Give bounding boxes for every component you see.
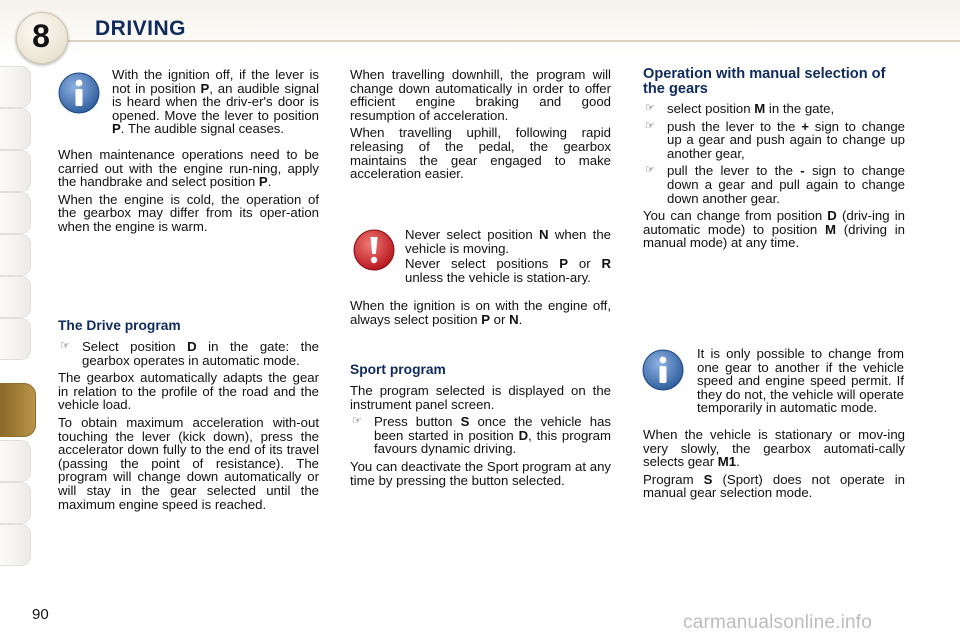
col3-info-block: It is only possible to change from one gear to another if the vehicle speed and engine speed permit. If they do not, the vehicle will operate temporarily in automatic mode.: [697, 346, 904, 416]
pointing-hand-icon: ☞: [60, 340, 70, 352]
col1-info-block: [112, 68, 319, 140]
bullet-item: ☞ Select position D in the gate: the gearbox operates in automatic mode.: [60, 339, 319, 368]
chapter-tab[interactable]: [0, 482, 31, 524]
chapter-tab[interactable]: [0, 440, 31, 482]
paragraph: You can change from position D (driv-ing in automatic mode) to position M (driving in manual mode) at any time.: [643, 208, 905, 251]
warning-paragraph: When the ignition is on with the engine off, always select position P or N.: [350, 298, 611, 327]
paragraph: You can deactivate the Sport program at any time by pressing the button selected.: [350, 458, 611, 488]
paragraph: When travelling downhill, the program will change down automatically in order to offer efficient engine braking and good resumption of acceleration.: [350, 67, 611, 123]
info-paragraph: Program S (Sport) does not operate in manual gear selection mode.: [643, 471, 905, 501]
info-icon: [640, 347, 686, 393]
info-paragraph: When maintenance operations need to be carried out with the engine run-ning, apply the handbrake and select position P.: [58, 147, 319, 190]
pointing-hand-icon: ☞: [645, 119, 655, 132]
watermark: carmanualsonline.info: [683, 612, 873, 633]
warning-paragraph: Never select position N when the vehicle is moving.: [405, 227, 611, 256]
chapter-tab[interactable]: [0, 108, 31, 150]
header-rule: [68, 40, 960, 42]
sport-program-body: [350, 384, 611, 491]
bullet-item: ☞ push the lever to the + sign to change up a gear and push again to change up another gear,: [645, 118, 905, 161]
warning-paragraph: Never select positions P or R unless the vehicle is station-ary.: [405, 256, 611, 285]
paragraph: To obtain maximum acceleration with-out touching the lever (kick down), press the accelerator down fully to the end of its travel (passing the point of resistance). The program will change down automatically or will stay in the gear selected until the maximum engine speed is reached.: [58, 414, 319, 512]
chapter-tab[interactable]: [0, 150, 31, 192]
chapter-tab[interactable]: [0, 318, 31, 360]
chapter-tab[interactable]: [0, 66, 31, 108]
bullet-item: ☞ Press button S once the vehicle has been started in position D, this program favours dynamic driving.: [352, 414, 612, 457]
col3-info-continued: [643, 428, 905, 504]
info-paragraph: With the ignition off, if the lever is not in position P, an audible signal is heard when the driv-er's door is opened. Move the lever to position P. The audible signal ceases.: [112, 67, 319, 137]
drive-program-heading: The Drive program: [58, 318, 181, 333]
warning-icon: [351, 227, 397, 273]
pointing-hand-icon: ☞: [645, 102, 655, 114]
info-paragraph: When the vehicle is stationary or mov-ing very slowly, the gearbox automati-cally selects gear M1.: [643, 427, 905, 470]
col2-intro: [350, 68, 611, 185]
warning-block: [405, 228, 611, 259]
sport-program-heading: Sport program: [350, 362, 446, 377]
manual-selection-body: [643, 102, 905, 254]
chapter-tab[interactable]: [0, 234, 31, 276]
drive-program-body: [58, 340, 319, 515]
manual-selection-heading: Operation with manual selection of the gears: [643, 66, 886, 97]
bullet-item: ☞ pull the lever to the - sign to change down a gear and pull again to change down another gear.: [645, 163, 905, 206]
paragraph: When travelling uphill, following rapid releasing of the pedal, the gearbox maintains the gear engaged to make acceleration easier.: [350, 125, 611, 182]
paragraph: The program selected is displayed on the instrument panel screen.: [350, 383, 611, 412]
page-number: 90: [32, 606, 49, 623]
col1-info-continued: [58, 148, 319, 238]
info-icon: [56, 70, 102, 116]
pointing-hand-icon: ☞: [645, 164, 655, 177]
chapter-tab[interactable]: [0, 276, 31, 318]
paragraph: The gearbox automatically adapts the gear in relation to the profile of the road and the vehicle load.: [58, 370, 319, 413]
info-paragraph: When the engine is cold, the operation of the gearbox may differ from its oper-ation when the engine is warm.: [58, 191, 319, 234]
pointing-hand-icon: ☞: [352, 415, 362, 428]
chapter-tab[interactable]: [0, 524, 31, 566]
chapter-tab-active[interactable]: [0, 383, 36, 437]
chapter-title: DRIVING: [95, 17, 187, 40]
chapter-tab[interactable]: [0, 192, 31, 234]
chapter-number: 8: [32, 18, 50, 54]
bullet-item: ☞ select position M in the gate,: [645, 101, 835, 116]
